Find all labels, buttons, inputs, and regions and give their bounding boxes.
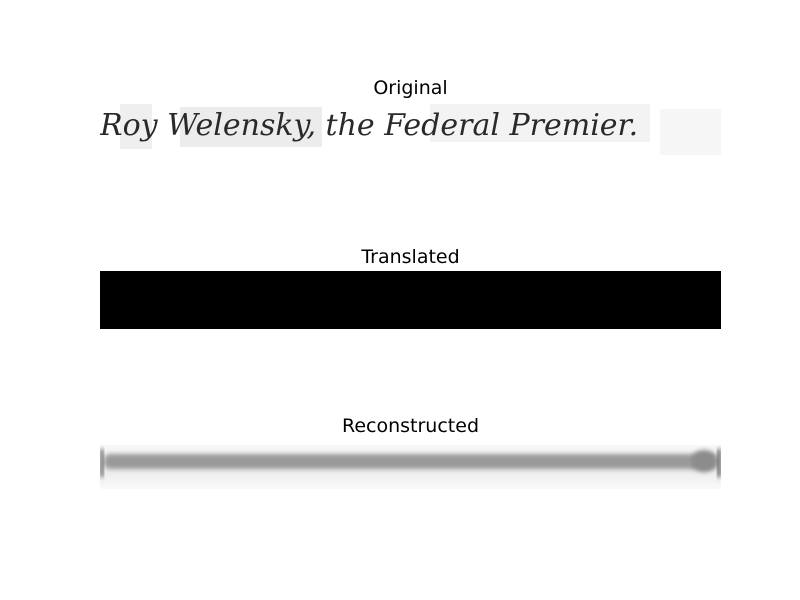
reconstruction-right-blob: [691, 450, 717, 472]
reconstructed-panel-title: Reconstructed: [342, 415, 479, 437]
handwritten-line: Roy Welensky, the Federal Premier.: [100, 108, 639, 143]
reconstructed-image: [100, 443, 721, 501]
scan-patch: [660, 109, 721, 155]
translated-image: [100, 271, 721, 329]
reconstruction-left-cap: [100, 449, 104, 477]
reconstruction-band: [104, 454, 717, 469]
reconstructed-stroke-svg: [100, 443, 721, 501]
translated-panel-title: Translated: [361, 246, 460, 268]
original-panel-title: Original: [373, 77, 448, 99]
original-handwriting-svg: [100, 101, 721, 159]
reconstruction-right-cap: [717, 449, 721, 477]
original-handwriting-image: [100, 101, 721, 159]
